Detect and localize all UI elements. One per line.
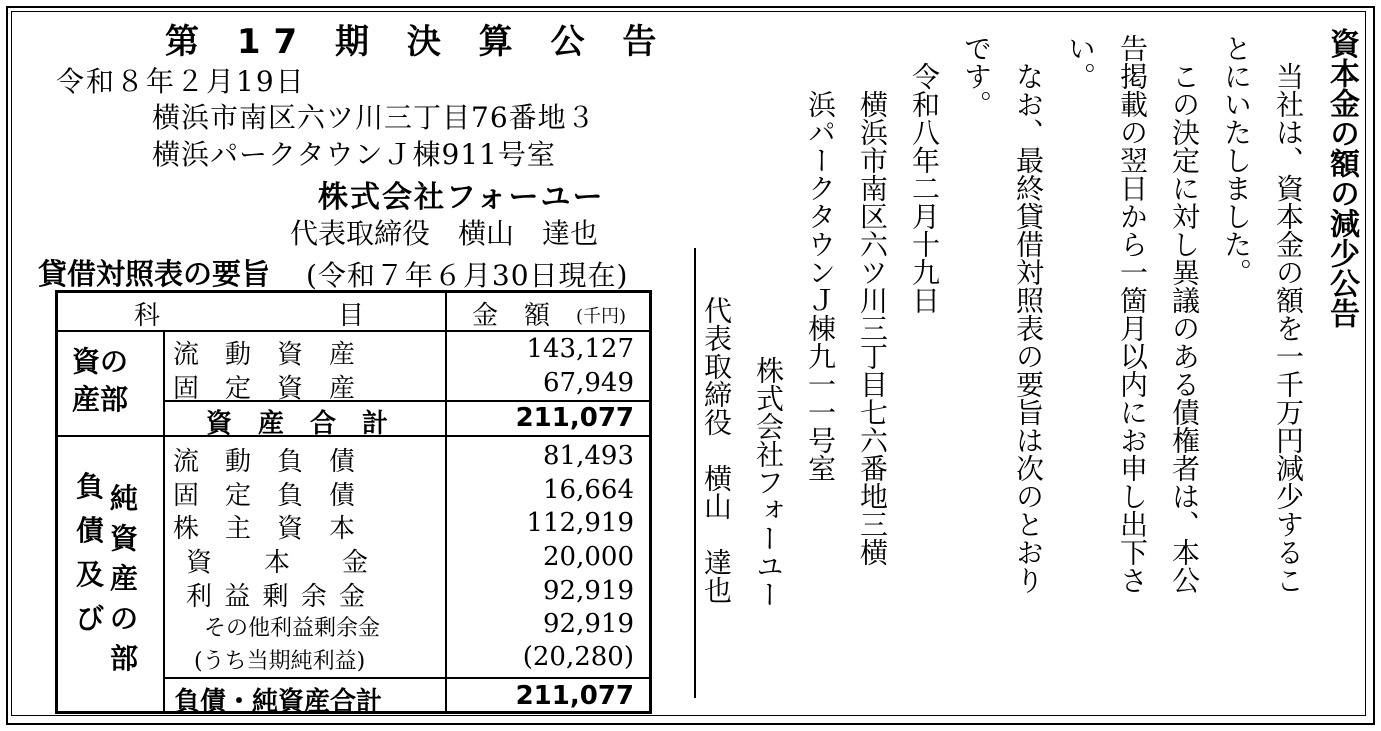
reduction-body-line5: い。 [1064,34,1097,90]
row-value-total-liabilities-equity: 211,077 [515,681,634,711]
row-value-shareholders-equity: 112,919 [526,508,634,538]
reduction-body-line7: です。 [960,34,993,118]
row-value-net-income: (20,280) [522,642,634,672]
notice-date: 令和８年２月19日 [56,65,306,98]
reduction-body-line6: なお、最終貸借対照表の要旨は次のとおり [1012,62,1045,594]
company-address-line1: 横浜市南区六ツ川三丁目76番地３ [152,101,596,134]
row-label-other-retained-earnings: その他利益剰余金 [204,616,381,641]
row-label-fixed-liabilities: 固 定 負 債 [173,481,356,511]
reduction-company: 株式会社フォーユー [752,356,785,608]
reduction-body-line2: とにいたしました。 [1220,34,1253,286]
row-value-fixed-liabilities: 16,664 [543,475,634,505]
row-value-fixed-assets: 67,949 [543,368,634,398]
liabilities-total-divider [163,677,649,679]
reduction-body-line3: この決定に対し異議のある債権者は、本公 [1168,62,1201,594]
row-value-retained-earnings: 92,919 [543,576,634,606]
balance-sheet-title: 貸借対照表の要旨 [38,257,271,291]
row-value-other-retained-earnings: 92,919 [543,609,634,639]
row-value-current-liabilities: 81,493 [543,441,634,471]
representative: 代表取締役 横山 達也 [290,217,599,250]
row-label-current-assets: 流 動 資 産 [173,340,356,370]
row-label-total-liabilities-equity: 負債・純資産合計 [174,687,383,717]
row-value-total-assets: 211,077 [515,403,634,433]
header-subject-1: 科 [134,301,161,331]
balance-sheet-period: (令和７年６月30日現在) [306,259,629,292]
row-label-retained-earnings: 利 益 剰 余 金 [186,582,368,612]
section-assets: 資の産部 [72,345,129,416]
reduction-address-line2: 浜パークタウンＪ棟九一一号室 [804,90,837,482]
notice-title: 第 17 期 決 算 公 告 [165,22,670,62]
row-label-fixed-assets: 固 定 資 産 [173,374,356,404]
row-label-current-liabilities: 流 動 負 債 [173,447,356,477]
header-subject-2: 目 [338,301,365,331]
reduction-title: 資本金の額の減少公告 [1324,28,1359,328]
reduction-body-line1: 当社は、資本金の額を一千万円減少するこ [1272,62,1305,594]
header-amount: 金 額 [472,301,551,331]
row-label-total-assets: 資 産 合 計 [206,409,389,439]
company-address-line2: 横浜パークタウンＪ棟911号室 [152,138,556,171]
balance-sheet-table [55,290,652,717]
section-column-divider [163,330,165,711]
reduction-representative: 代表取締役 横山 達也 [700,296,733,604]
company-name: 株式会社フォーユー [318,180,605,215]
section-liabilities-col1: 負債及び [76,470,105,635]
row-value-current-assets: 143,127 [526,334,634,364]
row-label-shareholders-equity: 株 主 資 本 [173,514,356,544]
reduction-body-line4: 告掲載の翌日から一箇月以内にお申し出下さ [1116,34,1149,594]
reduction-date: 令和八年二月十九日 [908,62,941,314]
row-label-net-income: (うち当期純利益) [194,649,366,674]
amount-column-divider [445,293,447,711]
reduction-address-line1: 横浜市南区六ツ川三丁目七六番地三横 [856,90,889,566]
header-unit: (千円) [576,306,627,327]
row-value-capital: 20,000 [543,542,634,572]
row-label-capital: 資 本 金 [186,548,369,578]
section-liabilities-col2: 純資産の部 [110,482,139,675]
